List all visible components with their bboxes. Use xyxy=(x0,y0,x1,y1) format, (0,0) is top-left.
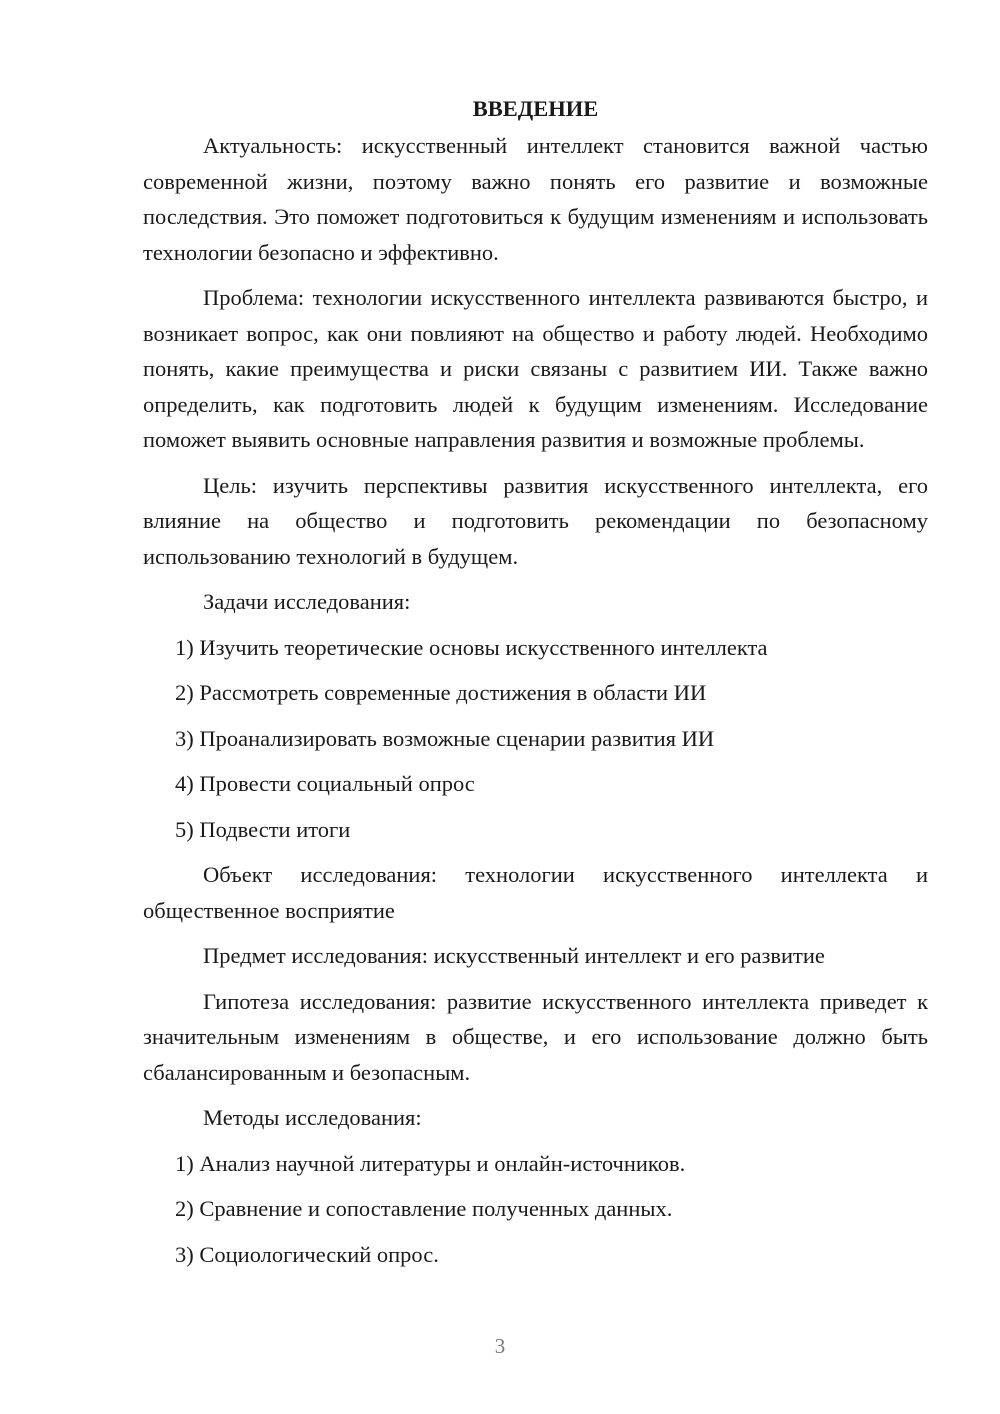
list-item: 2) Рассмотреть современные достижения в области ИИ xyxy=(175,680,707,705)
tasks-list xyxy=(143,630,928,848)
relevance-paragraph: Актуальность: искусственный интеллект становится важной частью современной жизни, поэтому важно понять его развитие и возможные последствия. Это поможет подготовиться к будущим изменениям и использовать технологии безопасно и эффективно. xyxy=(143,133,928,265)
methods-title: Методы исследования: xyxy=(203,1105,422,1130)
problem-paragraph: Проблема: технологии искусственного интеллекта развиваются быстро, и возникает вопрос, как они повлияют на общество и работу людей. Необходимо понять, какие преимущества и риски связаны с развитием ИИ. Также важно определить, как подготовить людей к будущим изменениям. Исследование поможет выявить основные направления развития и возможные проблемы. xyxy=(143,285,928,452)
section-heading: ВВЕДЕНИЕ xyxy=(472,96,599,121)
list-item: 5) Подвести итоги xyxy=(175,816,351,842)
list-item: 1) Изучить теоретические основы искусственного интеллекта xyxy=(175,634,768,660)
list-item: 2) Сравнение и сопоставление полученных данных. xyxy=(175,1196,673,1221)
document-page xyxy=(143,92,928,1282)
list-item: 1) Анализ научной литературы и онлайн-источников. xyxy=(175,1150,686,1176)
page-number: 3 xyxy=(494,1334,506,1358)
methods-list xyxy=(143,1146,928,1273)
subject-paragraph: Предмет исследования: искусственный интеллект и его развитие xyxy=(203,943,825,968)
object-paragraph: Объект исследования: технологии искусственного интеллекта и общественное восприятие xyxy=(143,862,928,923)
hypothesis-paragraph: Гипотеза исследования: развитие искусственного интеллекта приведет к значительным изменениям в обществе, и его использование должно быть сбалансированным и безопасным. xyxy=(143,988,928,1085)
goal-paragraph: Цель: изучить перспективы развития искусственного интеллекта, его влияние на общество и подготовить рекомендации по безопасному использованию технологий в будущем. xyxy=(143,472,928,569)
tasks-title: Задачи исследования: xyxy=(203,589,411,614)
list-item: 3) Проанализировать возможные сценарии развития ИИ xyxy=(175,725,715,751)
list-item: 4) Провести социальный опрос xyxy=(175,771,475,796)
list-item: 3) Социологический опрос. xyxy=(175,1241,439,1267)
